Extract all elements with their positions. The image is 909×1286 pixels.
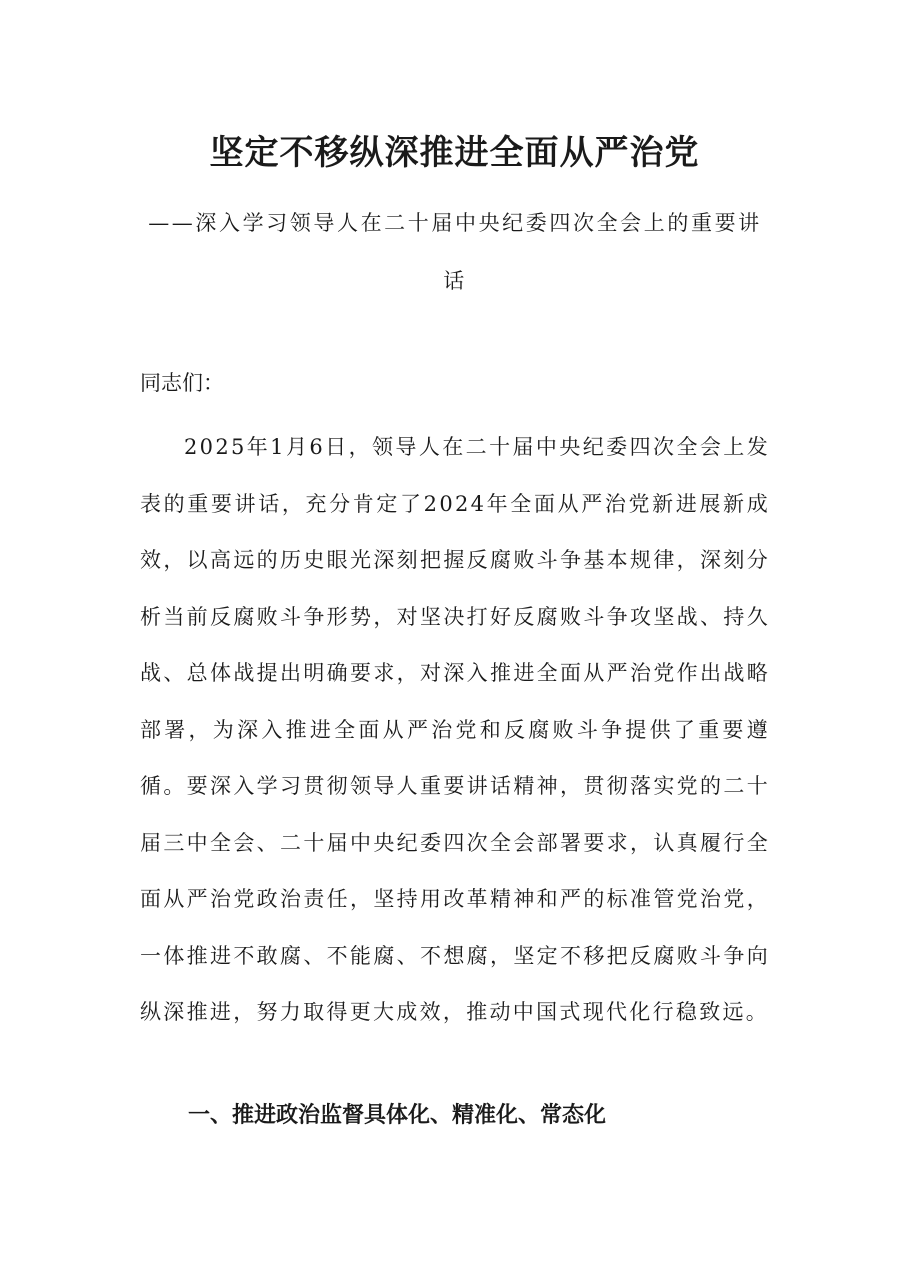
section-heading: 一、推进政治监督具体化、精准化、常态化: [188, 1103, 607, 1128]
body-paragraph: 2025年1月6日，领导人在二十届中央纪委四次全会上发表的重要讲话，充分肯定了2024年全面从严治党新进展新成效，以高远的历史眼光深刻把握反腐败斗争基本规律，深刻分析当前反腐败斗争形势，对坚决打好反腐败斗争攻坚战、持久战、总体战提出明确要求，对深入推进全面从严治党作出战略部署，为深入推进全面从严治党和反腐败斗争提供了重要遵循。要深入学习贯彻领导人重要讲话精神，贯彻落实党的二十届三中全会、二十届中央纪委四次全会部署要求，认真履行全面从严治党政治责任，坚持用改革精神和严的标准管党治党，一体推进不敢腐、不能腐、不想腐，坚定不移把反腐败斗争向纵深推进，努力取得更大成效，推动中国式现代化行稳致远。: [140, 435, 770, 1024]
document-subtitle: ——深入学习领导人在二十届中央纪委四次全会上的重要讲话: [148, 211, 762, 293]
document-title: 坚定不移纵深推进全面从严治党: [209, 133, 700, 173]
salutation: 同志们：: [140, 371, 224, 395]
